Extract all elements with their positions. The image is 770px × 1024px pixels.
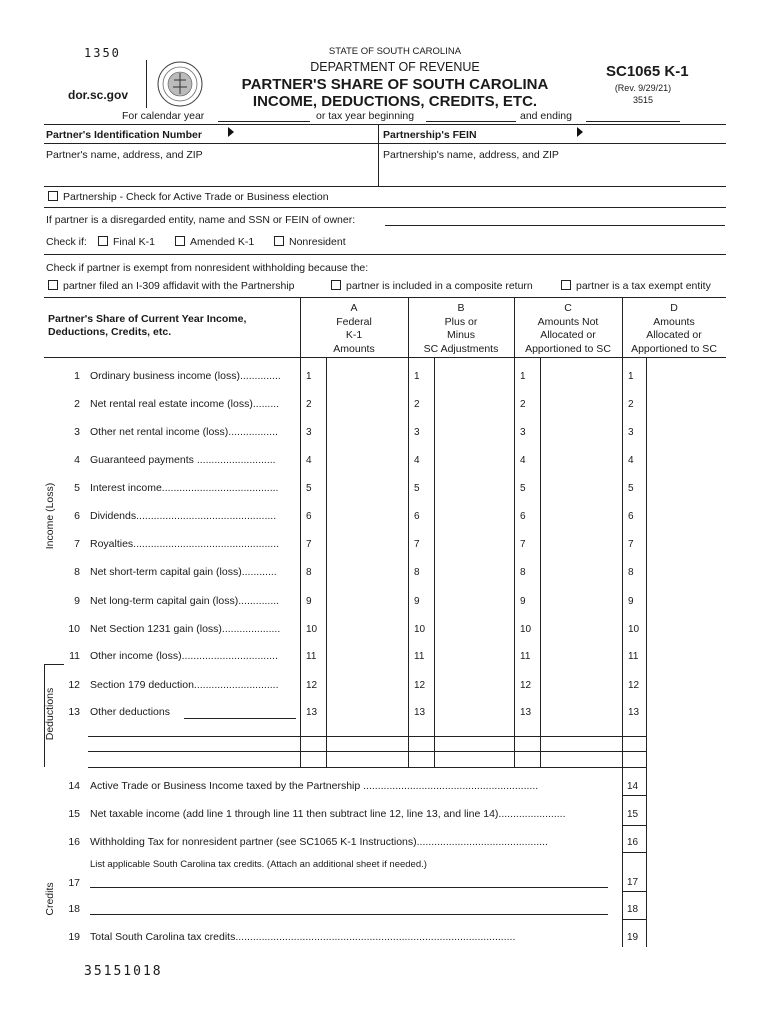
checks-rule-1 (44, 207, 726, 208)
nonresident-checkbox[interactable] (274, 236, 346, 248)
row-2-label: Net rental real estate income (loss)......... (90, 398, 280, 410)
row-2-col-d-box-number: 2 (628, 399, 634, 410)
form-title-line1: PARTNER'S SHARE OF SOUTH CAROLINA (241, 76, 549, 93)
row-3-label: Other net rental income (loss)................. (90, 426, 278, 438)
row-7-col-b-field[interactable] (435, 532, 514, 554)
form-title-line2: INCOME, DEDUCTIONS, CREDITS, ETC. (252, 93, 538, 110)
column-header-b (408, 302, 514, 356)
col-line-b-left (408, 297, 409, 767)
row-5-col-b-box-number: 5 (414, 483, 420, 494)
row-6-col-a-field[interactable] (327, 504, 408, 526)
column-header-d (622, 302, 726, 356)
column-header-b-letter: B (457, 302, 465, 314)
row-9-number: 9 (74, 595, 80, 607)
line18-credit-field[interactable] (90, 914, 608, 915)
row-8-col-d-field[interactable] (647, 560, 725, 582)
row-10-col-d-field[interactable] (647, 617, 725, 639)
row-5-col-d-field[interactable] (647, 476, 725, 498)
section-credits-label: Credits (44, 882, 56, 916)
row-2-col-a-field[interactable] (327, 392, 408, 414)
column-header-d-l2: Allocated or (646, 329, 702, 341)
row-2-col-a-box-number: 2 (306, 399, 312, 410)
table-heading-line2: Deductions, Credits, etc. (48, 326, 172, 338)
line16-rule (622, 852, 646, 853)
line17-box-num: 17 (627, 877, 639, 888)
row-12-col-a-box-number: 12 (306, 680, 318, 691)
row-5-number: 5 (74, 482, 80, 494)
row-11-col-c-field[interactable] (541, 644, 622, 666)
row-1-col-a-box-number: 1 (306, 371, 312, 382)
row-10-col-c-box-number: 10 (520, 624, 532, 635)
column-header-d-l1: Amounts (653, 315, 695, 328)
table-top-rule (44, 297, 726, 298)
row-2-col-d-field[interactable] (647, 392, 725, 414)
line16-field[interactable] (647, 830, 725, 850)
line14-box-num: 14 (627, 781, 639, 792)
exempt-i309-label: partner filed an I-309 affidavit with the Partnership (63, 280, 295, 292)
row-10-col-b-field[interactable] (435, 617, 514, 639)
row-1-number: 1 (74, 370, 80, 382)
exempt-taxexempt-label: partner is a tax exempt entity (576, 280, 711, 292)
column-header-b-l2: Minus (446, 329, 475, 341)
column-header-a-l2: K-1 (345, 329, 363, 341)
id-divider (378, 124, 379, 186)
ending-field[interactable] (586, 121, 680, 122)
row-8-col-a-field[interactable] (327, 560, 408, 582)
row-10-col-d-box-number: 10 (628, 624, 640, 635)
ending-label: and ending (520, 110, 572, 122)
row-8-col-d-box-number: 8 (628, 567, 634, 578)
row-3-col-b-box-number: 3 (414, 427, 420, 438)
line14-num: 14 (68, 780, 80, 792)
line19-field[interactable] (647, 925, 725, 945)
row-13-col-a-box-number: 13 (306, 707, 318, 718)
row-12-col-d-box-number: 12 (628, 680, 640, 691)
row-5-col-c-field[interactable] (541, 476, 622, 498)
row-4-col-a-box-number: 4 (306, 455, 312, 466)
section-deductions-label: Deductions (44, 687, 56, 741)
row-11-col-d-box-number: 11 (628, 651, 639, 662)
row-4-col-a-field[interactable] (327, 448, 408, 470)
col-line-c-left (514, 297, 515, 767)
sc-seal-icon (156, 60, 204, 108)
row-7-number: 7 (74, 538, 80, 550)
row-6-col-d-field[interactable] (647, 504, 725, 526)
column-header-c-l3: Apportioned to SC (525, 342, 611, 355)
row-3-col-c-box-number: 3 (520, 427, 526, 438)
row-5-col-c-box-number: 5 (520, 483, 526, 494)
revision-date: (Rev. 9/29/21) (614, 83, 672, 93)
row-5-col-b-field[interactable] (435, 476, 514, 498)
row-13-col-c-field[interactable] (541, 700, 622, 722)
row-13-col-a-field[interactable] (327, 700, 408, 722)
disregarded-label: If partner is a disregarded entity, name and SSN or FEIN of owner: (46, 214, 356, 226)
column-header-a-l3: Amounts (333, 342, 375, 355)
row-8-col-c-field[interactable] (541, 560, 622, 582)
line15-label: Net taxable income (add line 1 through line 11 then subtract line 12, line 13, and line 14)....................... (90, 808, 566, 820)
row-9-col-b-box-number: 9 (414, 596, 420, 607)
other-deductions-description-field[interactable] (184, 718, 296, 719)
column-header-a-l1: Federal (336, 315, 372, 328)
id-top-rule (44, 124, 726, 125)
row-6-col-d-box-number: 6 (628, 511, 634, 522)
row-11-col-b-field[interactable] (435, 644, 514, 666)
row-3-col-d-field[interactable] (647, 420, 725, 442)
row-10-label: Net Section 1231 gain (loss).................... (90, 623, 281, 635)
row-13-col-c-box-number: 13 (520, 707, 532, 718)
nonresident-label: Nonresident (289, 236, 346, 248)
row-1-col-a-field[interactable] (327, 364, 408, 386)
row-8-col-c-box-number: 8 (520, 567, 526, 578)
row-6-col-c-box-number: 6 (520, 511, 526, 522)
exempt-intro: Check if partner is exempt from nonresident withholding because the: (46, 262, 369, 274)
state-name: STATE OF SOUTH CAROLINA (328, 46, 462, 57)
row-2-number: 2 (74, 398, 80, 410)
row-1-col-c-field[interactable] (541, 364, 622, 386)
line19-box-num: 19 (627, 932, 639, 943)
row-1-col-b-field[interactable] (435, 364, 514, 386)
disregarded-owner-field[interactable] (385, 225, 725, 226)
row-4-col-c-field[interactable] (541, 448, 622, 470)
id-mid-rule (44, 143, 726, 144)
column-header-b-l3: SC Adjustments (423, 342, 499, 355)
row-12-col-d-field[interactable] (647, 673, 725, 695)
column-header-c-l1: Amounts Not (537, 315, 599, 328)
row-10-col-a-field[interactable] (327, 617, 408, 639)
final-k1-checkbox[interactable] (98, 236, 155, 248)
row-12-col-b-field[interactable] (435, 673, 514, 695)
fein-arrow-icon (577, 127, 583, 139)
line19-num: 19 (68, 931, 80, 943)
line16-box-num: 16 (627, 837, 639, 848)
website: dor.sc.gov (68, 88, 129, 102)
row-7-label: Royalties.................................................. (90, 538, 280, 550)
partner-id-arrow-icon (228, 127, 234, 139)
row-7-col-c-field[interactable] (541, 532, 622, 554)
calendar-year-field[interactable] (218, 121, 310, 122)
row-1-label: Ordinary business income (loss).............. (90, 370, 281, 382)
row-8-label: Net short-term capital gain (loss)............ (90, 566, 277, 578)
partnership-name-label: Partnership's name, address, and ZIP (383, 149, 559, 161)
row-13-col-d-field[interactable] (647, 700, 725, 722)
row-7-col-a-box-number: 7 (306, 539, 312, 550)
row-11-col-b-box-number: 11 (414, 651, 425, 662)
amended-k1-label: Amended K-1 (190, 236, 255, 248)
row-10-col-c-field[interactable] (541, 617, 622, 639)
column-header-c-l2: Allocated or (540, 329, 596, 341)
row-12-col-c-box-number: 12 (520, 680, 532, 691)
row-10-col-a-box-number: 10 (306, 624, 318, 635)
calendar-year-label: For calendar year (122, 110, 205, 122)
row-9-col-a-field[interactable] (327, 589, 408, 611)
row-13-col-d-box-number: 13 (628, 707, 640, 718)
line15-box-num: 15 (627, 809, 639, 820)
row-6-col-c-field[interactable] (541, 504, 622, 526)
row-9-col-c-field[interactable] (541, 589, 622, 611)
partner-name-label: Partner's name, address, and ZIP (46, 149, 203, 161)
row-11-col-a-field[interactable] (327, 644, 408, 666)
row-11-col-c-box-number: 11 (520, 651, 531, 662)
row-13-number: 13 (68, 706, 80, 718)
column-header-b-l1: Plus or (444, 315, 478, 328)
exempt-composite-checkbox[interactable] (331, 280, 533, 292)
row-3-col-b-field[interactable] (435, 420, 514, 442)
header-divider (146, 60, 147, 108)
row-5-col-a-field[interactable] (327, 476, 408, 498)
row-3-col-a-field[interactable] (327, 420, 408, 442)
form-code: 1350 (84, 46, 121, 60)
line14-label: Active Trade or Business Income taxed by the Partnership ............................................................ (90, 780, 539, 792)
row-11-col-a-box-number: 11 (306, 651, 317, 662)
row-4-number: 4 (74, 454, 80, 466)
table-heading-line1: Partner's Share of Current Year Income, (48, 313, 247, 325)
column-header-c-letter: C (564, 302, 572, 314)
column-header-a (300, 302, 408, 356)
row-4-col-b-field[interactable] (435, 448, 514, 470)
row-8-col-b-field[interactable] (435, 560, 514, 582)
row-1-col-c-box-number: 1 (520, 371, 526, 382)
row-6-col-b-box-number: 6 (414, 511, 420, 522)
row-7-col-a-field[interactable] (327, 532, 408, 554)
row-12-col-c-field[interactable] (541, 673, 622, 695)
row-1-col-d-box-number: 1 (628, 371, 634, 382)
col-line-summary-inner (646, 767, 647, 947)
row-3-col-c-field[interactable] (541, 420, 622, 442)
final-k1-label: Final K-1 (113, 236, 156, 248)
tax-year-beginning-field[interactable] (426, 121, 516, 122)
col-line-a-left (300, 297, 301, 767)
line18-num: 18 (68, 903, 80, 915)
row-6-number: 6 (74, 510, 80, 522)
row-11-number: 11 (69, 650, 80, 662)
active-trade-label: Partnership - Check for Active Trade or Business election (63, 191, 329, 203)
row-7-col-d-field[interactable] (647, 532, 725, 554)
row-9-col-b-field[interactable] (435, 589, 514, 611)
column-header-d-l3: Apportioned to SC (631, 342, 717, 355)
row-5-col-d-box-number: 5 (628, 483, 634, 494)
row-4-col-d-field[interactable] (647, 448, 725, 470)
exempt-composite-label: partner is included in a composite return (346, 280, 533, 292)
line15-field[interactable] (647, 802, 725, 822)
row-1-col-d-field[interactable] (647, 364, 725, 386)
line16-label: Withholding Tax for nonresident partner (see SC1065 K-1 Instructions)............................................. (90, 836, 548, 848)
deductions-top-tick (44, 664, 64, 665)
row-5-col-a-box-number: 5 (306, 483, 312, 494)
row-6-col-a-box-number: 6 (306, 511, 312, 522)
column-header-a-letter: A (350, 302, 358, 314)
row-7-col-d-box-number: 7 (628, 539, 634, 550)
line19-label: Total South Carolina tax credits................................................................................................ (90, 931, 516, 943)
row-2-col-c-box-number: 2 (520, 399, 526, 410)
row-4-label: Guaranteed payments ........................... (90, 454, 276, 466)
partnership-fein-label: Partnership's FEIN (383, 129, 477, 141)
row-11-col-d-field[interactable] (647, 644, 725, 666)
id-bottom-rule (44, 186, 726, 187)
row-8-number: 8 (74, 566, 80, 578)
row-3-col-d-box-number: 3 (628, 427, 634, 438)
form-number: SC1065 K-1 (606, 63, 689, 80)
line14-rule (622, 795, 646, 796)
row-6-label: Dividends................................................ (90, 510, 277, 522)
line15-num: 15 (68, 808, 80, 820)
row-9-col-d-field[interactable] (647, 589, 725, 611)
row-12-number: 12 (68, 679, 80, 691)
row-9-col-d-box-number: 9 (628, 596, 634, 607)
row-5-label: Interest income........................................ (90, 482, 279, 494)
row-8-col-a-box-number: 8 (306, 567, 312, 578)
line18-box-num: 18 (627, 904, 639, 915)
row-3-col-a-box-number: 3 (306, 427, 312, 438)
row-1-col-b-box-number: 1 (414, 371, 420, 382)
row-2-col-b-field[interactable] (435, 392, 514, 414)
row-7-col-b-box-number: 7 (414, 539, 420, 550)
row-9-col-a-box-number: 9 (306, 596, 312, 607)
exempt-i309-checkbox[interactable] (48, 280, 295, 292)
active-trade-checkbox[interactable] (48, 191, 329, 203)
checks-rule-2 (44, 254, 726, 255)
row-2-col-c-field[interactable] (541, 392, 622, 414)
row-11-label: Other income (loss)................................. (90, 650, 278, 662)
department-name: DEPARTMENT OF REVENUE (310, 60, 480, 74)
tax-year-beginning-label: or tax year beginning (316, 110, 415, 122)
row-4-col-d-box-number: 4 (628, 455, 634, 466)
amended-k1-checkbox[interactable] (175, 236, 254, 248)
line16-num: 16 (68, 836, 80, 848)
partner-id-label: Partner's Identification Number (46, 129, 202, 141)
line17-rule (622, 891, 646, 892)
row-8-col-b-box-number: 8 (414, 567, 420, 578)
row-3-number: 3 (74, 426, 80, 438)
check-if-label: Check if: (46, 236, 87, 248)
row-13-col-b-box-number: 13 (414, 707, 426, 718)
row-7-col-c-box-number: 7 (520, 539, 526, 550)
col-line-d-left (622, 297, 623, 947)
barcode-text: 35151018 (84, 964, 163, 979)
column-header-d-letter: D (670, 302, 678, 314)
row-12-label: Section 179 deduction............................. (90, 679, 279, 691)
exempt-taxexempt-checkbox[interactable] (561, 280, 711, 292)
row-13-label: Other deductions (90, 706, 170, 718)
section-income-label: Income (Loss) (44, 482, 56, 550)
row-12-col-b-box-number: 12 (414, 680, 426, 691)
line15-rule (622, 825, 646, 826)
row-2-col-b-box-number: 2 (414, 399, 420, 410)
row-6-col-b-field[interactable] (435, 504, 514, 526)
line17-credit-field[interactable] (90, 887, 608, 888)
row-9-col-c-box-number: 9 (520, 596, 526, 607)
line17-num: 17 (68, 877, 80, 889)
line17-field[interactable] (647, 870, 725, 890)
line14-field[interactable] (647, 774, 725, 794)
row-10-number: 10 (68, 623, 80, 635)
blank-row-rule-2 (88, 751, 646, 752)
row-13-col-b-field[interactable] (435, 700, 514, 722)
form-id: 3515 (632, 95, 654, 105)
line18-rule (622, 919, 646, 920)
row-4-col-b-box-number: 4 (414, 455, 420, 466)
credits-intro: List applicable South Carolina tax credits. (Attach an additional sheet if needed.) (90, 859, 427, 870)
blank-row-rule-3 (88, 767, 646, 768)
column-header-c (514, 302, 622, 356)
row-4-col-c-box-number: 4 (520, 455, 526, 466)
blank-row-rule-1 (88, 736, 646, 737)
row-10-col-b-box-number: 10 (414, 624, 426, 635)
row-9-label: Net long-term capital gain (loss).............. (90, 595, 280, 607)
row-12-col-a-field[interactable] (327, 673, 408, 695)
table-header-bottom-rule (44, 357, 726, 358)
line18-field[interactable] (647, 897, 725, 917)
